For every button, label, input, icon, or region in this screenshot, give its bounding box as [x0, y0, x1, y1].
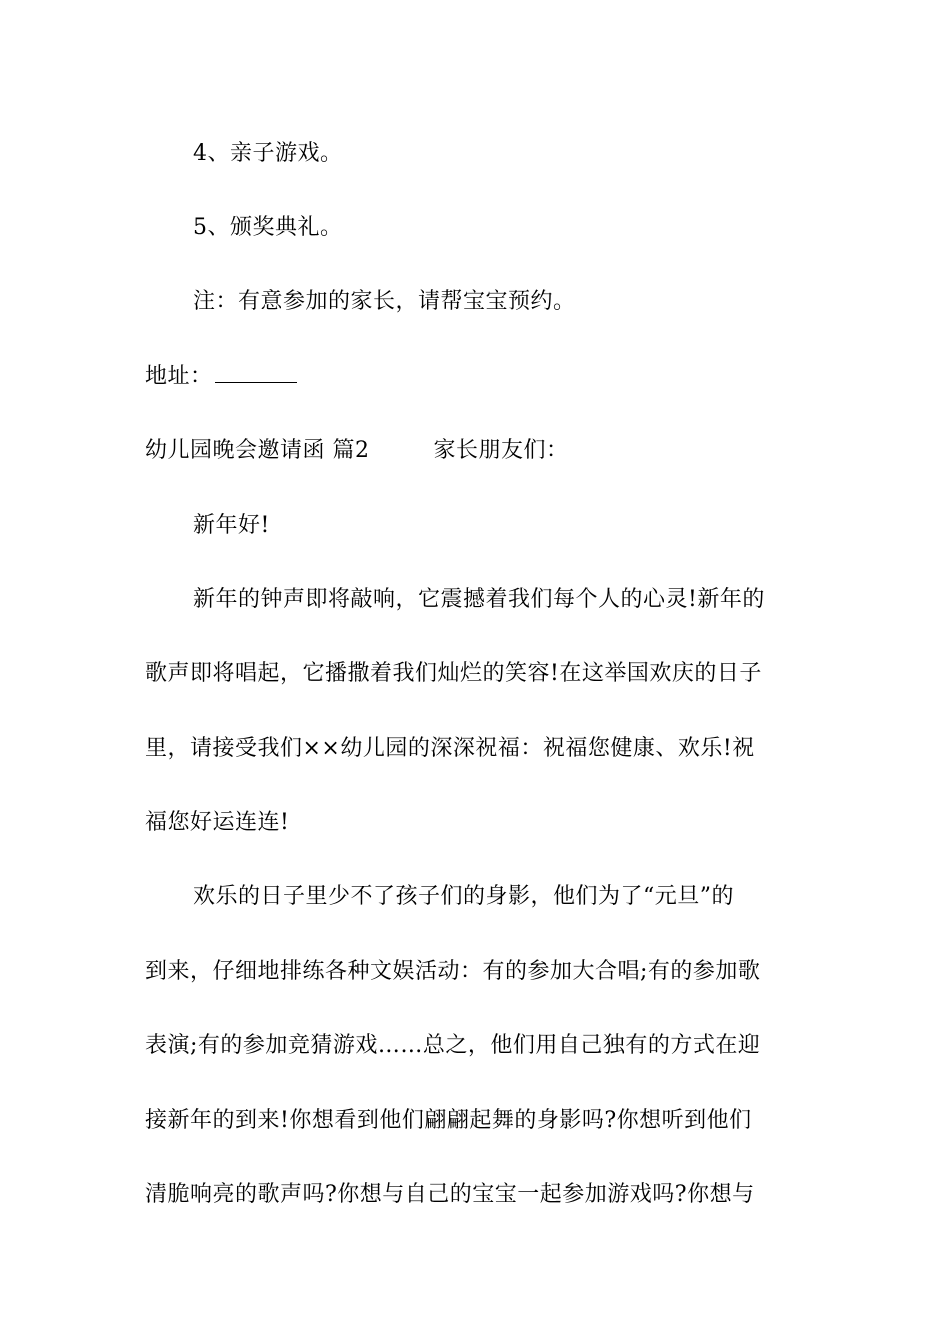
greeting: 新年好! [193, 513, 270, 538]
paragraph-line: 清脆响亮的歌声吗?你想与自己的宝宝一起参加游戏吗?你想与 [145, 1182, 755, 1207]
paragraph-line: 歌声即将唱起，它播撒着我们灿烂的笑容!在这举国欢庆的日子 [145, 661, 762, 686]
address-label: 地址： [145, 364, 213, 389]
list-item: 4、亲子游戏。 [193, 141, 343, 166]
note-text: 注：有意参加的家长，请帮宝宝预约。 [193, 289, 576, 314]
address-line [145, 362, 810, 392]
paragraph-line: 福您好运连连! [145, 810, 290, 835]
paragraph-line: 欢乐的日子里少不了孩子们的身影，他们为了“元旦”的 [193, 884, 734, 909]
paragraph-line: 接新年的到来!你想看到他们翩翩起舞的身影吗?你想听到他们 [145, 1108, 752, 1133]
paragraph-line: 到来，仔细地排练各种文娱活动：有的参加大合唱;有的参加歌 [145, 959, 761, 984]
paragraph-line: 表演;有的参加竞猜游戏……总之，他们用自己独有的方式在迎 [145, 1033, 761, 1058]
salutation: 家长朋友们： [433, 438, 569, 463]
paragraph-line: 里，请接受我们××幼儿园的深深祝福：祝福您健康、欢乐!祝 [145, 736, 755, 761]
section-title: 幼儿园晚会邀请函 篇2 [145, 438, 370, 463]
section-heading-line [145, 436, 810, 466]
paragraph-line: 新年的钟声即将敲响，它震撼着我们每个人的心灵!新年的 [193, 587, 765, 612]
list-item: 5、颁奖典礼。 [193, 215, 343, 240]
address-blank [215, 364, 297, 383]
